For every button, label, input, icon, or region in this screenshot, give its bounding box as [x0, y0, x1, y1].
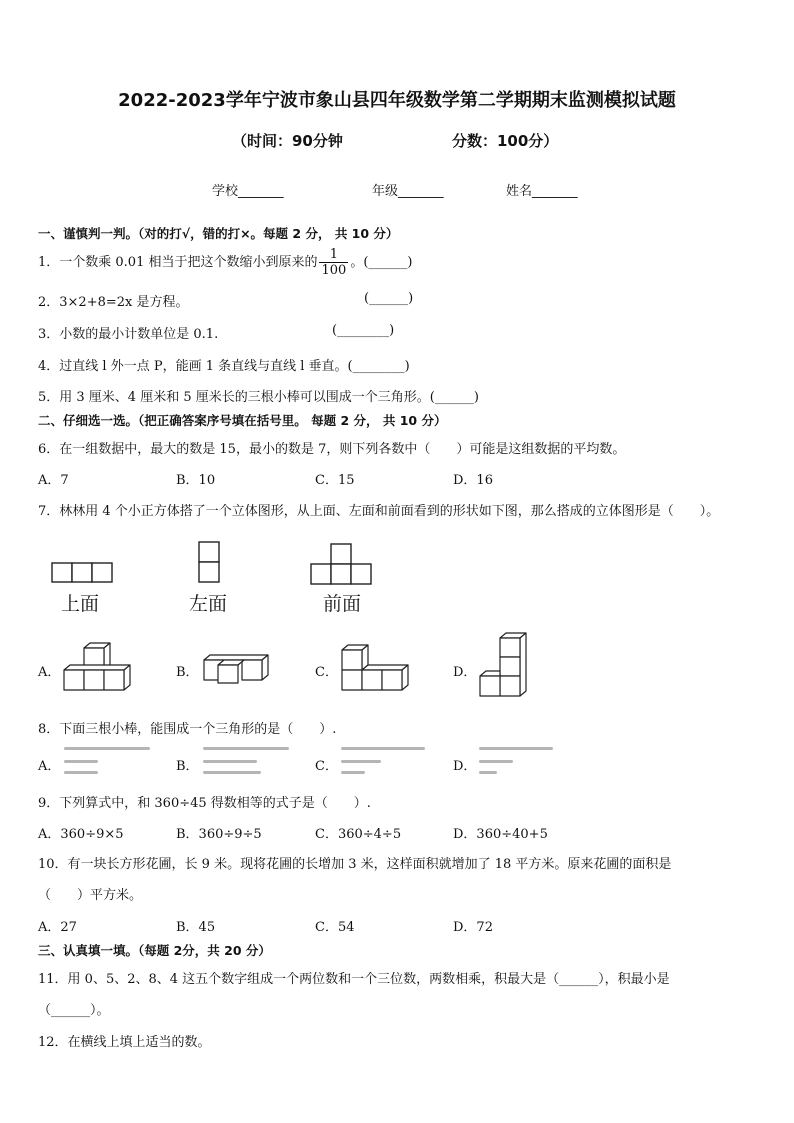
front-view-label: 前面: [323, 593, 362, 615]
stick-c-medium: [341, 760, 381, 763]
question-2-blank: (______): [364, 291, 414, 306]
left-view-figure: [199, 542, 221, 584]
q7-option-a: A．: [38, 665, 61, 680]
exam-score: 分数：100分）: [452, 132, 559, 150]
question-11: 11．用 0、5、2、8、4 这五个数字组成一个两位数和一个三位数，两数相乘，积最大是（______），积最小是: [38, 972, 670, 987]
left-view-label: 左面: [189, 593, 228, 615]
question-8: 8．下面三根小棒，能围成一个三角形的是（ ）.: [38, 722, 337, 737]
fraction-denominator: 100: [321, 263, 347, 278]
q7-option-c: C．: [315, 665, 338, 680]
stick-d-short: [479, 771, 497, 774]
section-3-heading: 三、认真填一填。（每题 2分，共 20 分）: [38, 943, 271, 958]
question-6: 6．在一组数据中，最大的数是 15，最小的数是 7，则下列各数中（ ）可能是这组数据的平均数。: [38, 442, 626, 457]
q10-option-d: D．72: [453, 920, 493, 935]
section-2-heading: 二、仔细选一选。（把正确答案序号填在括号里。 每题 2 分， 共 10 分）: [38, 413, 447, 428]
q8-option-b: B．: [176, 759, 199, 774]
question-3-blank: (________): [332, 323, 395, 338]
top-view-figure: [52, 563, 114, 583]
question-1: [38, 246, 412, 280]
question-10: 10．有一块长方形花圃，长 9 米。现将花圃的长增加 3 米，这样面积就增加了 18 平方米。原来花圃的面积是: [38, 857, 672, 872]
school-field: 学校_______: [212, 184, 284, 199]
question-3: 3．小数的最小计数单位是 0.1.: [38, 327, 219, 342]
q8-option-d: D．: [453, 759, 477, 774]
name-field: 姓名_______: [506, 184, 578, 199]
exam-time: （时间：90分钟: [232, 132, 343, 150]
question-10-continued: （ ）平方米。: [38, 888, 143, 903]
q8-option-a: A．: [38, 759, 61, 774]
question-4: 4．过直线 l 外一点 P，能画 1 条直线与直线 l 垂直。(________): [38, 359, 410, 374]
stick-a-medium: [64, 760, 98, 763]
fraction-numerator: 1: [319, 247, 348, 263]
q9-option-d: D．360÷40+5: [453, 827, 548, 842]
q7-option-b: B．: [176, 665, 199, 680]
q6-option-a: A．7: [38, 473, 69, 488]
question-9: 9．下列算式中，和 360÷45 得数相等的式子是（ ）.: [38, 796, 371, 811]
question-2: 2．3×2+8=2x 是方程。: [38, 295, 189, 310]
top-view-label: 上面: [61, 593, 100, 615]
question-11-continued: （______）。: [38, 1003, 110, 1018]
question-5: 5．用 3 厘米、4 厘米和 5 厘米长的三根小棒可以围成一个三角形。(______): [38, 390, 479, 405]
q7-option-d: D．: [453, 665, 477, 680]
q10-option-b: B．45: [176, 920, 216, 935]
question-1-text: 1．一个数乘 0.01 相当于把这个数缩小到原来的: [38, 255, 318, 270]
fraction-1-100: [319, 247, 348, 278]
stick-d-long: [479, 747, 553, 750]
q6-option-c: C．15: [315, 473, 355, 488]
q8-option-c: C．: [315, 759, 338, 774]
stick-c-short: [341, 771, 365, 774]
stick-a-long: [64, 747, 150, 750]
solid-d-figure: [480, 636, 526, 698]
grade-field: 年级_______: [372, 184, 444, 199]
stick-b-short: [203, 771, 261, 774]
q10-option-c: C．54: [315, 920, 355, 935]
stick-a-short: [64, 771, 98, 774]
solid-a-figure: [64, 646, 132, 692]
question-7: 7．林林用 4 个小正方体搭了一个立体图形，从上面、左面和前面看到的形状如下图，那么搭成的立体图形是（ ）。: [38, 504, 720, 519]
question-1-blank: 。(______): [350, 255, 413, 270]
q6-option-b: B．10: [176, 473, 216, 488]
q10-option-a: A．27: [38, 920, 77, 935]
stick-d-medium: [479, 760, 513, 763]
q9-option-b: B．360÷9÷5: [176, 827, 262, 842]
stick-c-long: [341, 747, 425, 750]
q9-option-c: C．360÷4÷5: [315, 827, 402, 842]
solid-c-figure: [342, 648, 408, 692]
q6-option-d: D．16: [453, 473, 493, 488]
front-view-figure: [311, 544, 373, 586]
page-title: 2022-2023学年宁波市象山县四年级数学第二学期期末监测模拟试题: [118, 90, 676, 111]
solid-b-figure: [204, 654, 270, 684]
q9-option-a: A．360÷9×5: [38, 827, 124, 842]
question-12: 12．在横线上填上适当的数。: [38, 1035, 211, 1050]
section-1-heading: 一、谨慎判一判。（对的打√，错的打×。每题 2 分， 共 10 分）: [38, 226, 399, 241]
stick-b-long: [203, 747, 289, 750]
stick-b-medium: [203, 760, 257, 763]
